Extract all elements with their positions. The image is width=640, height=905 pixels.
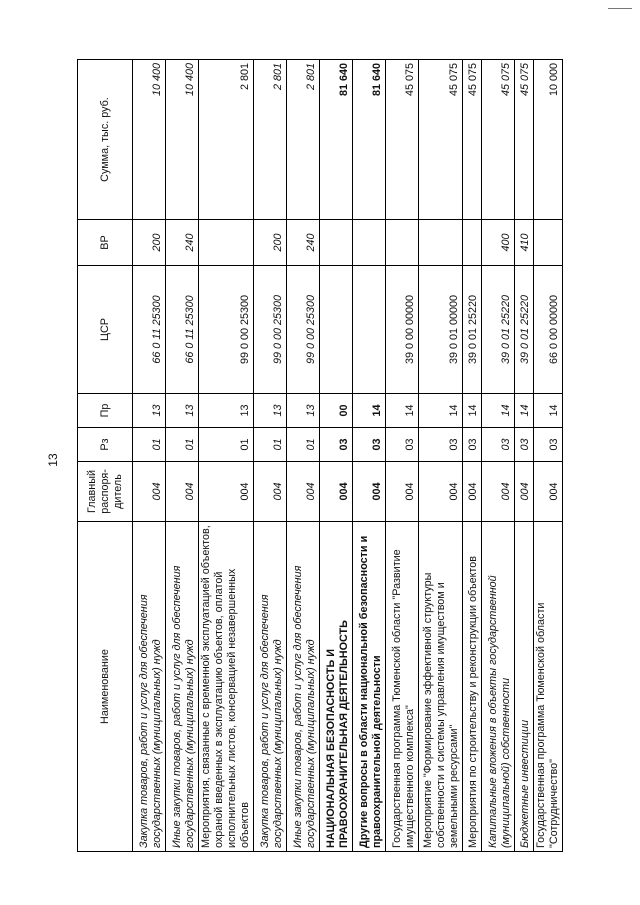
cell-name: Закупка товаров, работ и услуг для обеспечения государственных (муниципальных) нужд — [254, 522, 287, 852]
cell-vr — [320, 220, 353, 266]
cell-sum: 2 801 — [254, 60, 287, 220]
cell-rz: 01 — [166, 428, 199, 462]
cell-name: Государственная программа Тюменской области "Развитие имущественного комплекса" — [386, 522, 419, 852]
corner-mark — [608, 8, 632, 9]
cell-csr: 39 0 01 00000 — [419, 266, 463, 394]
header-pr: Пр — [78, 394, 133, 428]
cell-sum: 45 075 — [419, 60, 463, 220]
cell-name: Мероприятия по строительству и реконструкции объектов — [463, 522, 482, 852]
cell-pr: 14 — [534, 394, 563, 428]
cell-pr: 13 — [254, 394, 287, 428]
cell-csr — [320, 266, 353, 394]
cell-csr: 66 0 11 25300 — [133, 266, 166, 394]
cell-rz: 03 — [353, 428, 386, 462]
cell-admin: 004 — [254, 462, 287, 522]
cell-sum: 81 640 — [320, 60, 353, 220]
cell-csr: 39 0 01 25220 — [515, 266, 534, 394]
table-row — [463, 60, 482, 852]
cell-csr: 66 0 11 25300 — [166, 266, 199, 394]
cell-pr: 14 — [463, 394, 482, 428]
cell-csr: 99 0 00 25300 — [254, 266, 287, 394]
table-row — [166, 60, 199, 852]
cell-sum: 2 801 — [199, 60, 254, 220]
cell-vr: 200 — [133, 220, 166, 266]
cell-sum: 45 075 — [482, 60, 515, 220]
cell-admin: 004 — [386, 462, 419, 522]
cell-rz: 01 — [199, 428, 254, 462]
cell-name: Мероприятия, связанные с временной эксплуатацией объектов, охраной введенных в эксплуатацию объектов, оплатой исполнительных листов, консервацией незавершенных объектов — [199, 522, 254, 852]
table-row — [515, 60, 534, 852]
cell-pr: 14 — [419, 394, 463, 428]
cell-name: Другие вопросы в области национальной безопасности и правоохранительной деятельности — [353, 522, 386, 852]
cell-sum: 81 640 — [353, 60, 386, 220]
cell-rz: 03 — [534, 428, 563, 462]
table-row — [353, 60, 386, 852]
cell-pr: 14 — [482, 394, 515, 428]
cell-admin: 004 — [534, 462, 563, 522]
cell-admin: 004 — [133, 462, 166, 522]
cell-rz: 01 — [254, 428, 287, 462]
table-row — [199, 60, 254, 852]
cell-pr: 14 — [386, 394, 419, 428]
cell-pr: 14 — [515, 394, 534, 428]
cell-name: Бюджетные инвестиции — [515, 522, 534, 852]
cell-sum: 10 400 — [133, 60, 166, 220]
cell-vr: 200 — [254, 220, 287, 266]
cell-csr: 99 0 00 25300 — [199, 266, 254, 394]
header-sum: Сумма, тыс. руб. — [78, 60, 133, 220]
header-name: Наименование — [78, 522, 133, 852]
table-header-row — [78, 60, 133, 852]
cell-vr — [534, 220, 563, 266]
cell-rz: 01 — [287, 428, 320, 462]
cell-csr — [353, 266, 386, 394]
cell-csr: 39 0 01 25220 — [463, 266, 482, 394]
cell-admin: 004 — [166, 462, 199, 522]
cell-csr: 66 0 00 00000 — [534, 266, 563, 394]
table-row — [482, 60, 515, 852]
cell-vr: 400 — [482, 220, 515, 266]
table-row — [320, 60, 353, 852]
cell-sum: 2 801 — [287, 60, 320, 220]
cell-admin: 004 — [287, 462, 320, 522]
cell-vr — [386, 220, 419, 266]
header-rz: Рз — [78, 428, 133, 462]
cell-pr: 13 — [133, 394, 166, 428]
cell-pr: 14 — [353, 394, 386, 428]
cell-vr — [419, 220, 463, 266]
cell-pr: 00 — [320, 394, 353, 428]
cell-rz: 03 — [463, 428, 482, 462]
cell-sum: 10 000 — [534, 60, 563, 220]
cell-pr: 13 — [199, 394, 254, 428]
cell-admin: 004 — [320, 462, 353, 522]
cell-rz: 03 — [386, 428, 419, 462]
cell-name: Иные закупки товаров, работ и услуг для обеспечения государственных (муниципальных) нужд — [166, 522, 199, 852]
table-row — [287, 60, 320, 852]
header-admin: Главный распоря-дитель — [78, 462, 133, 522]
cell-pr: 13 — [287, 394, 320, 428]
cell-sum: 45 075 — [463, 60, 482, 220]
cell-name: НАЦИОНАЛЬНАЯ БЕЗОПАСНОСТЬ И ПРАВООХРАНИТЕЛЬНАЯ ДЕЯТЕЛЬНОСТЬ — [320, 522, 353, 852]
cell-rz: 03 — [419, 428, 463, 462]
cell-admin: 004 — [419, 462, 463, 522]
cell-vr: 240 — [287, 220, 320, 266]
cell-vr — [353, 220, 386, 266]
cell-sum: 45 075 — [386, 60, 419, 220]
cell-name: Закупка товаров, работ и услуг для обеспечения государственных (муниципальных) нужд — [133, 522, 166, 852]
cell-csr: 39 0 01 25220 — [482, 266, 515, 394]
cell-name: Иные закупки товаров, работ и услуг для обеспечения государственных (муниципальных) нужд — [287, 522, 320, 852]
cell-csr: 39 0 00 00000 — [386, 266, 419, 394]
table-row — [419, 60, 463, 852]
cell-vr: 240 — [166, 220, 199, 266]
cell-name: Мероприятие "Формирование эффективной структуры собственности и системы управления имуществом и земельными ресурсами" — [419, 522, 463, 852]
cell-rz: 03 — [482, 428, 515, 462]
budget-table — [77, 59, 563, 852]
cell-rz: 01 — [133, 428, 166, 462]
cell-admin: 004 — [515, 462, 534, 522]
cell-admin: 004 — [353, 462, 386, 522]
cell-admin: 004 — [463, 462, 482, 522]
budget-table-container — [77, 60, 565, 852]
table-row — [254, 60, 287, 852]
cell-vr — [199, 220, 254, 266]
header-vr: ВР — [78, 220, 133, 266]
cell-csr: 99 0 00 25300 — [287, 266, 320, 394]
page-number: 13 — [46, 453, 60, 467]
table-row — [386, 60, 419, 852]
cell-vr: 410 — [515, 220, 534, 266]
cell-sum: 10 400 — [166, 60, 199, 220]
table-row — [534, 60, 563, 852]
cell-name: Государственная программа Тюменской области "Сотрудничество" — [534, 522, 563, 852]
cell-rz: 03 — [320, 428, 353, 462]
cell-rz: 03 — [515, 428, 534, 462]
header-csr: ЦСР — [78, 266, 133, 394]
cell-admin: 004 — [482, 462, 515, 522]
cell-vr — [463, 220, 482, 266]
cell-pr: 13 — [166, 394, 199, 428]
cell-admin: 004 — [199, 462, 254, 522]
table-row — [133, 60, 166, 852]
cell-sum: 45 075 — [515, 60, 534, 220]
cell-name: Капитальные вложения в объекты государственной (муниципальной) собственности — [482, 522, 515, 852]
